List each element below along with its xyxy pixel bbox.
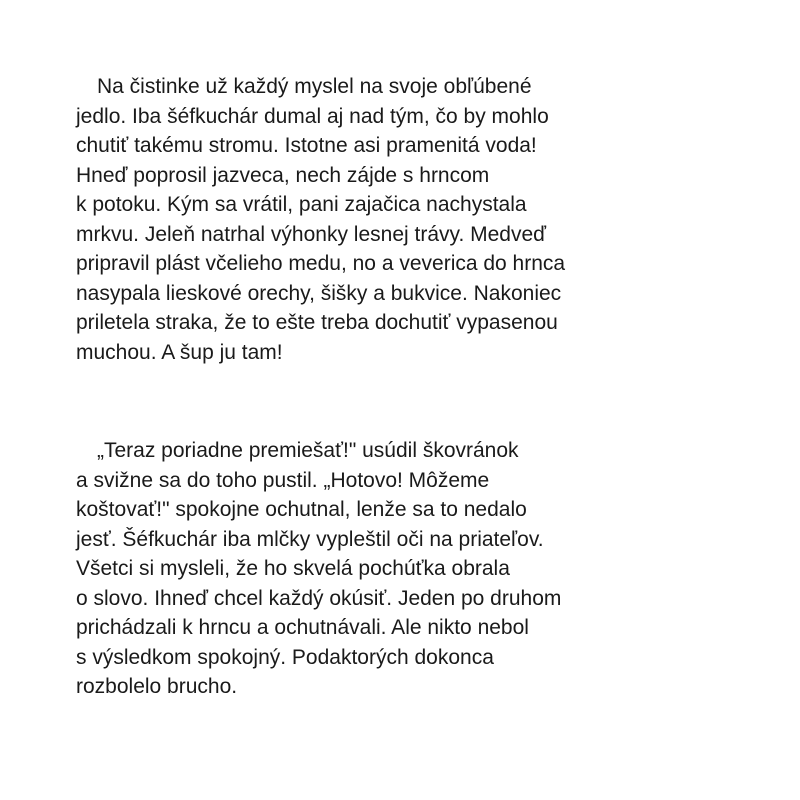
text-line: k potoku. Kým sa vrátil, pani zajačica nachystala [76,193,527,216]
text-line: a svižne sa do toho pustil. „Hotovo! Môžeme [76,468,490,492]
paragraph-2 [76,436,756,702]
text-line: mrkvu. Jeleň natrhal výhonky lesnej trávy. Medveď [76,222,547,246]
text-line: pripravil plást včelieho medu, no a veverica do hrnca [76,252,566,275]
text-line: Hneď poprosil jazveca, nech zájde s hrncom [76,163,490,187]
text-line: nasypala lieskové orechy, šišky a bukvice. Nakoniec [76,281,562,305]
text-line: koštovať!" spokojne ochutnal, lenže sa to nedalo [76,498,527,521]
text-line: s výsledkom spokojný. Podaktorých dokonca [76,645,494,669]
paragraph-1 [76,72,756,367]
text-line: priletela straka, že to ešte treba dochutiť vypasenou [76,311,558,334]
text-line: prichádzali k hrncu a ochutnávali. Ale nikto nebol [76,616,529,639]
text-line: o slovo. Ihneď chcel každý okúsiť. Jeden po druhom [76,586,562,610]
text-line: muchou. A šup ju tam! [76,340,283,364]
text-line: chutiť takému stromu. Istotne asi pramenitá voda! [76,134,537,157]
text-line: Na čistinke už každý myslel na svoje obľúbené [97,75,532,98]
text-line: „Teraz poriadne premiešať!" usúdil škovránok [97,439,519,462]
text-line: jesť. Šéfkuchár iba mlčky vypleštil oči na priateľov. [76,527,544,551]
text-line: Všetci si mysleli, že ho skvelá pochúťka obrala [76,557,510,580]
text-line: rozbolelo brucho. [76,675,238,698]
text-line: jedlo. Iba šéfkuchár dumal aj nad tým, čo by mohlo [76,104,549,128]
